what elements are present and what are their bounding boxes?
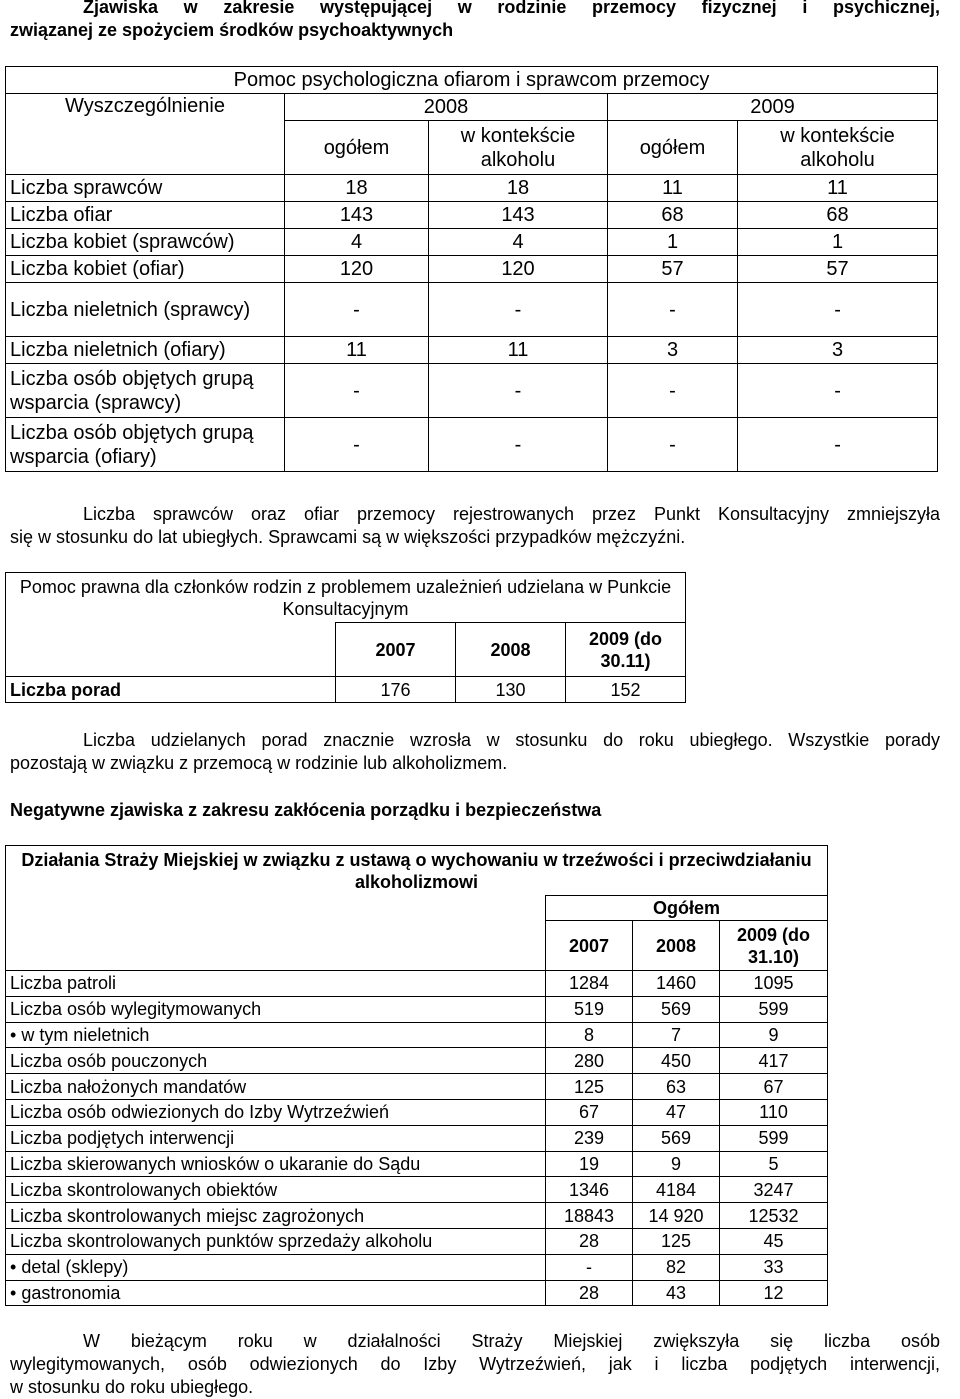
cell-value: 28 bbox=[546, 1228, 633, 1254]
city-guard-table bbox=[5, 845, 828, 1306]
cell-value: - bbox=[429, 418, 608, 472]
cell-value: - bbox=[738, 418, 938, 472]
cell-value: 68 bbox=[608, 202, 738, 229]
intro-line-2: związanej ze spożyciem środków psychoaktywnych bbox=[10, 20, 454, 40]
row-label: Liczba skontrolowanych miejsc zagrożonych bbox=[6, 1203, 546, 1229]
row-label: Liczba ofiar bbox=[6, 202, 285, 229]
row-label: • gastronomia bbox=[6, 1280, 546, 1306]
row-label: Liczba skontrolowanych obiektów bbox=[6, 1177, 546, 1203]
legal-help-table bbox=[5, 572, 686, 703]
table-row bbox=[6, 202, 938, 229]
table-row bbox=[6, 1254, 828, 1280]
cell-value: 1284 bbox=[546, 971, 633, 997]
cell-value: 4 bbox=[429, 229, 608, 256]
cell-value: 519 bbox=[546, 996, 633, 1022]
cell-value: 1095 bbox=[720, 971, 828, 997]
row-label: Liczba osób pouczonych bbox=[6, 1048, 546, 1074]
paragraph-3-line-1: W bieżącym roku w działalności Straży Miejskiej zwiększyła się liczba osób bbox=[83, 1331, 940, 1351]
table-row bbox=[6, 1022, 828, 1048]
cell-value: 239 bbox=[546, 1125, 633, 1151]
table-row bbox=[6, 418, 938, 472]
row-label: Liczba osób odwiezionych do Izby Wytrzeźwień bbox=[6, 1099, 546, 1125]
table-row bbox=[6, 1074, 828, 1100]
cell-value: 125 bbox=[546, 1074, 633, 1100]
row-label: Liczba osób objętych grupą wsparcia (ofiary) bbox=[6, 418, 285, 472]
cell-value: 14 920 bbox=[633, 1203, 720, 1229]
table3-total-header: Ogółem bbox=[546, 896, 828, 921]
table-row bbox=[6, 1228, 828, 1254]
cell-value: 18 bbox=[285, 175, 429, 202]
section-heading: Negatywne zjawiska z zakresu zakłócenia porządku i bezpieczeństwa bbox=[10, 800, 602, 820]
cell-value: 3 bbox=[608, 337, 738, 364]
cell-value: 12 bbox=[720, 1280, 828, 1306]
cell-value: 11 bbox=[429, 337, 608, 364]
paragraph-3-line-3: w stosunku do roku ubiegłego. bbox=[10, 1377, 254, 1397]
cell-value: 63 bbox=[633, 1074, 720, 1100]
table-row bbox=[6, 1048, 828, 1074]
table2-row-label: Liczba porad bbox=[6, 677, 336, 703]
row-label: Liczba nieletnich (ofiary) bbox=[6, 337, 285, 364]
table-row bbox=[6, 971, 828, 997]
row-label: Liczba nieletnich (sprawcy) bbox=[6, 283, 285, 337]
cell-value: 11 bbox=[738, 175, 938, 202]
row-label: Liczba podjętych interwencji bbox=[6, 1125, 546, 1151]
cell-value: 599 bbox=[720, 996, 828, 1022]
row-label: • w tym nieletnich bbox=[6, 1022, 546, 1048]
row-label: Liczba skierowanych wniosków o ukaranie do Sądu bbox=[6, 1151, 546, 1177]
cell-value: 11 bbox=[285, 337, 429, 364]
table-row bbox=[6, 229, 938, 256]
table-row bbox=[6, 996, 828, 1022]
paragraph-3-line-2: wylegitymowanych, osób odwiezionych do Izby Wytrzeźwień, jak i liczba podjętych interwencji, bbox=[10, 1354, 940, 1374]
paragraph-1-line-2: się w stosunku do lat ubiegłych. Sprawcami są w większości przypadków mężczyźni. bbox=[10, 527, 686, 547]
table3-year-2008: 2008 bbox=[633, 921, 720, 971]
cell-value: 57 bbox=[608, 256, 738, 283]
cell-value: 11 bbox=[608, 175, 738, 202]
cell-value: - bbox=[429, 283, 608, 337]
cell-value: 120 bbox=[429, 256, 608, 283]
cell-value: 67 bbox=[546, 1099, 633, 1125]
table3-year-2009: 2009 (do 31.10) bbox=[720, 921, 828, 971]
table2-title: Pomoc prawna dla członków rodzin z problemem uzależnień udzielana w Punkcie Konsultacyjnym bbox=[6, 573, 686, 623]
intro-line-1: Zjawiska w zakresie występującej w rodzinie przemocy fizycznej i psychicznej, bbox=[83, 0, 940, 17]
cell-value: 120 bbox=[285, 256, 429, 283]
cell-value: 68 bbox=[738, 202, 938, 229]
table3-title: Działania Straży Miejskiej w związku z ustawą o wychowaniu w trzeźwości i przeciwdziałaniu alkoholizmowi bbox=[6, 846, 828, 896]
table-row bbox=[6, 364, 938, 418]
cell-value: 45 bbox=[720, 1228, 828, 1254]
cell-value: 569 bbox=[633, 1125, 720, 1151]
cell-value: 18843 bbox=[546, 1203, 633, 1229]
cell-value: 47 bbox=[633, 1099, 720, 1125]
cell-value: 1 bbox=[738, 229, 938, 256]
cell-value: 57 bbox=[738, 256, 938, 283]
table1-row-header: Wyszczególnienie bbox=[6, 94, 285, 175]
table1-col-alcohol-2008: w kontekście alkoholu bbox=[429, 121, 608, 175]
cell-value: 450 bbox=[633, 1048, 720, 1074]
table-row bbox=[6, 256, 938, 283]
table-row bbox=[6, 1099, 828, 1125]
cell-value: 67 bbox=[720, 1074, 828, 1100]
cell-value: - bbox=[608, 418, 738, 472]
cell-value: 9 bbox=[633, 1151, 720, 1177]
cell-value: 110 bbox=[720, 1099, 828, 1125]
row-label: Liczba osób wylegitymowanych bbox=[6, 996, 546, 1022]
row-label: Liczba osób objętych grupą wsparcia (sprawcy) bbox=[6, 364, 285, 418]
cell-value: - bbox=[546, 1254, 633, 1280]
cell-value: 19 bbox=[546, 1151, 633, 1177]
cell-value: 4184 bbox=[633, 1177, 720, 1203]
row-label: Liczba nałożonych mandatów bbox=[6, 1074, 546, 1100]
cell-value: 4 bbox=[285, 229, 429, 256]
cell-value: 33 bbox=[720, 1254, 828, 1280]
cell-value: 8 bbox=[546, 1022, 633, 1048]
table3-year-2007: 2007 bbox=[546, 921, 633, 971]
cell-value: 1 bbox=[608, 229, 738, 256]
row-label: • detal (sklepy) bbox=[6, 1254, 546, 1280]
cell-value: 143 bbox=[429, 202, 608, 229]
cell-value: 599 bbox=[720, 1125, 828, 1151]
cell-value: - bbox=[429, 364, 608, 418]
table-row bbox=[6, 1280, 828, 1306]
row-label: Liczba sprawców bbox=[6, 175, 285, 202]
cell-value: 569 bbox=[633, 996, 720, 1022]
cell-value: - bbox=[285, 364, 429, 418]
cell-value: 82 bbox=[633, 1254, 720, 1280]
cell-value: - bbox=[285, 418, 429, 472]
table1-title: Pomoc psychologiczna ofiarom i sprawcom przemocy bbox=[6, 67, 938, 94]
cell-value: 9 bbox=[720, 1022, 828, 1048]
row-label: Liczba patroli bbox=[6, 971, 546, 997]
cell-value: - bbox=[608, 283, 738, 337]
cell-value: 3247 bbox=[720, 1177, 828, 1203]
paragraph-1-line-1: Liczba sprawców oraz ofiar przemocy rejestrowanych przez Punkt Konsultacyjny zmniejszyła bbox=[83, 504, 940, 524]
table1-col-total-2008: ogółem bbox=[285, 121, 429, 175]
cell-value: 18 bbox=[429, 175, 608, 202]
table-row bbox=[6, 1203, 828, 1229]
table-row bbox=[6, 1125, 828, 1151]
table2-year-2007: 2007 bbox=[336, 623, 456, 677]
table-row bbox=[6, 1177, 828, 1203]
paragraph-2-line-2: pozostają w związku z przemocą w rodzinie lub alkoholizmem. bbox=[10, 753, 508, 773]
table1-year-2009: 2009 bbox=[608, 94, 938, 121]
cell-value: - bbox=[738, 283, 938, 337]
table2-year-2009: 2009 (do 30.11) bbox=[566, 623, 686, 677]
table-row bbox=[6, 337, 938, 364]
row-label: Liczba skontrolowanych punktów sprzedaży alkoholu bbox=[6, 1228, 546, 1254]
table2-year-2008: 2008 bbox=[456, 623, 566, 677]
cell-value: 7 bbox=[633, 1022, 720, 1048]
cell-value: - bbox=[608, 364, 738, 418]
table1-col-total-2009: ogółem bbox=[608, 121, 738, 175]
table1-year-2008: 2008 bbox=[285, 94, 608, 121]
cell-value: - bbox=[285, 283, 429, 337]
table2-value-2008: 130 bbox=[456, 677, 566, 703]
table2-value-2009: 152 bbox=[566, 677, 686, 703]
cell-value: 28 bbox=[546, 1280, 633, 1306]
cell-value: 417 bbox=[720, 1048, 828, 1074]
table-row bbox=[6, 283, 938, 337]
cell-value: 12532 bbox=[720, 1203, 828, 1229]
cell-value: 143 bbox=[285, 202, 429, 229]
cell-value: 125 bbox=[633, 1228, 720, 1254]
cell-value: - bbox=[738, 364, 938, 418]
paragraph-2-line-1: Liczba udzielanych porad znacznie wzrosła w stosunku do roku ubiegłego. Wszystkie porady bbox=[83, 730, 940, 750]
table-row bbox=[6, 175, 938, 202]
table1-col-alcohol-2009: w kontekście alkoholu bbox=[738, 121, 938, 175]
cell-value: 3 bbox=[738, 337, 938, 364]
table-row bbox=[6, 1151, 828, 1177]
table2-value-2007: 176 bbox=[336, 677, 456, 703]
row-label: Liczba kobiet (ofiar) bbox=[6, 256, 285, 283]
cell-value: 5 bbox=[720, 1151, 828, 1177]
psychological-help-table bbox=[5, 66, 938, 472]
cell-value: 43 bbox=[633, 1280, 720, 1306]
cell-value: 1346 bbox=[546, 1177, 633, 1203]
cell-value: 280 bbox=[546, 1048, 633, 1074]
row-label: Liczba kobiet (sprawców) bbox=[6, 229, 285, 256]
cell-value: 1460 bbox=[633, 971, 720, 997]
